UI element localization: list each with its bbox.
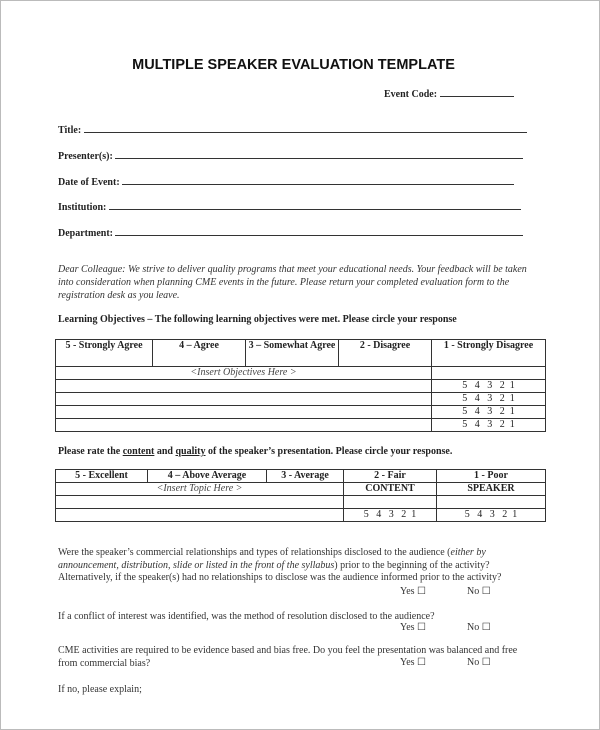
conflict-question: If a conflict of interest was identified, was the method of resolution disclosed to the audience?: [58, 611, 435, 622]
header-cell: 5 - Excellent: [56, 470, 148, 483]
objective-cell[interactable]: [56, 406, 432, 419]
disclosure-question: [58, 547, 538, 585]
header-cell: 4 – Above Average: [148, 470, 267, 483]
institution-line[interactable]: [109, 200, 521, 210]
presenter-line[interactable]: [115, 149, 523, 159]
header-cell: 4 – Agree: [153, 340, 246, 367]
scale-cell[interactable]: 5 4 3 2 1: [432, 393, 546, 406]
question-text: Were the speaker’s commercial relationships and types of relationships disclosed to the audience (: [58, 547, 451, 558]
rating-heading-text: and: [154, 446, 176, 457]
topic-placeholder[interactable]: <Insert Topic Here >: [56, 483, 344, 496]
table-row: [56, 483, 546, 496]
content-column-label: CONTENT: [344, 483, 437, 496]
scale-cell[interactable]: 5 4 3 2 1: [432, 419, 546, 432]
table-row: [56, 393, 546, 406]
event-code-line[interactable]: [440, 87, 514, 97]
title-field[interactable]: [58, 123, 527, 136]
header-cell: 2 - Fair: [344, 470, 437, 483]
q1-no-checkbox[interactable]: No ☐: [467, 586, 491, 597]
header-cell: 3 – Somewhat Agree: [246, 340, 339, 367]
empty-cell: [344, 496, 437, 509]
rating-heading-text: Please rate the: [58, 446, 123, 457]
objectives-table: [55, 339, 546, 432]
table-row: [56, 509, 546, 522]
objectives-header-row: [56, 340, 546, 367]
institution-field[interactable]: [58, 200, 521, 213]
page-title: MULTIPLE SPEAKER EVALUATION TEMPLATE: [132, 57, 455, 73]
title-line[interactable]: [84, 123, 527, 133]
event-code-field[interactable]: [384, 87, 514, 100]
objective-cell[interactable]: [56, 380, 432, 393]
scale-cell[interactable]: 5 4 3 2 1: [432, 406, 546, 419]
header-cell: 5 - Strongly Agree: [56, 340, 153, 367]
table-row: [56, 496, 546, 509]
objectives-placeholder[interactable]: <Insert Objectives Here >: [56, 367, 432, 380]
table-row: [56, 380, 546, 393]
header-cell: 3 - Average: [267, 470, 344, 483]
header-cell: 1 - Poor: [437, 470, 546, 483]
speaker-column-label: SPEAKER: [437, 483, 546, 496]
question-text-italic: either by announcement, distribution, slide or listed in the front of the syllabus: [58, 547, 486, 571]
q2-yes-checkbox[interactable]: Yes ☐: [400, 622, 427, 633]
scale-cell[interactable]: 5 4 3 2 1: [432, 380, 546, 393]
institution-label: Institution:: [58, 202, 107, 213]
objectives-heading: Learning Objectives – The following learning objectives were met. Please circle your response: [58, 314, 457, 325]
presenter-label: Presenter(s):: [58, 151, 113, 162]
event-code-label: Event Code:: [384, 89, 438, 100]
speaker-scale-cell[interactable]: 5 4 3 2 1: [437, 509, 546, 522]
title-label: Title:: [58, 125, 82, 136]
rating-heading-text: of the speaker’s presentation. Please circle your response.: [205, 446, 453, 457]
rating-header-row: [56, 470, 546, 483]
rating-heading-quality: quality: [175, 446, 206, 457]
table-row: [56, 406, 546, 419]
rating-table: [55, 469, 546, 522]
table-row: [56, 419, 546, 432]
q3-no-checkbox[interactable]: No ☐: [467, 657, 491, 668]
intro-paragraph: Dear Colleague: We strive to deliver quality programs that meet your educational needs. Your feedback will be taken into consideration when planning CME events in the future. Please return your completed evaluation form to the registration desk as you leave.: [58, 264, 527, 301]
topic-cell[interactable]: [56, 509, 344, 522]
presenter-field[interactable]: [58, 149, 523, 162]
question-text: ) prior to the beginning of the activity? Alternatively, if the speaker(s) had no relationships to disclose was the audience informed prior to the activity?: [58, 559, 502, 583]
content-scale-cell[interactable]: 5 4 3 2 1: [344, 509, 437, 522]
objective-cell[interactable]: [56, 419, 432, 432]
department-label: Department:: [58, 228, 113, 239]
bias-question: CME activities are required to be evidence based and bias free. Do you feel the presentation was balanced and free from commercial bias?: [58, 645, 518, 669]
rating-heading: [58, 446, 452, 457]
objective-cell[interactable]: [56, 393, 432, 406]
department-field[interactable]: [58, 226, 523, 239]
department-line[interactable]: [115, 226, 523, 236]
header-cell: 2 - Disagree: [339, 340, 432, 367]
table-row: [56, 367, 546, 380]
q3-yes-checkbox[interactable]: Yes ☐: [400, 657, 427, 668]
empty-cell: [432, 367, 546, 380]
header-cell: 1 - Strongly Disagree: [432, 340, 546, 367]
q1-yes-checkbox[interactable]: Yes ☐: [400, 586, 427, 597]
empty-cell: [437, 496, 546, 509]
rating-heading-content: content: [122, 446, 155, 457]
date-line[interactable]: [122, 175, 514, 185]
date-field[interactable]: [58, 175, 514, 188]
date-label: Date of Event:: [58, 177, 120, 188]
topic-cell[interactable]: [56, 496, 344, 509]
explain-prompt: If no, please explain;: [58, 684, 142, 695]
q2-no-checkbox[interactable]: No ☐: [467, 622, 491, 633]
